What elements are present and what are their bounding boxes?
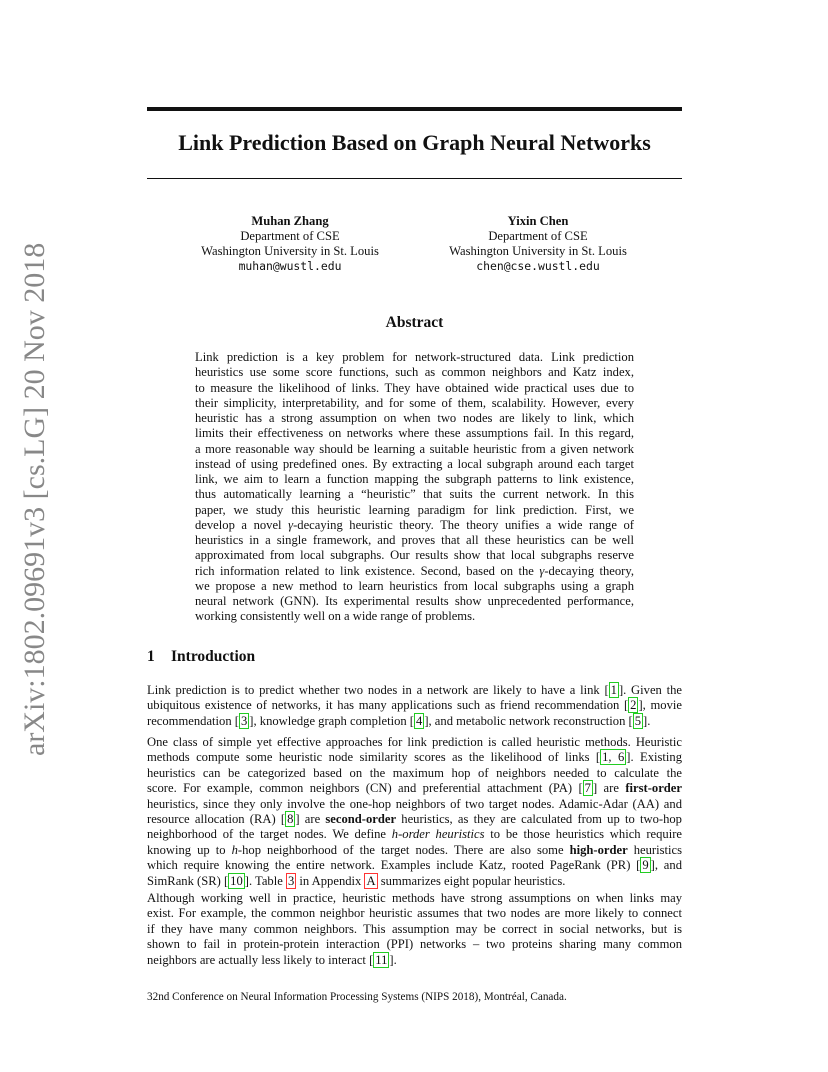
citation-link[interactable]: 1 <box>610 683 617 697</box>
cross-reference-link[interactable]: 3 <box>287 873 295 888</box>
section-heading <box>147 647 255 667</box>
paper-title: Link Prediction Based on Graph Neural Networks <box>178 130 651 155</box>
cross-reference-link[interactable]: A <box>366 873 376 888</box>
citation-link[interactable]: 11 <box>375 952 388 967</box>
abstract-line: rich information related to link existence. Second, based on the γ-decaying theory, <box>195 563 634 578</box>
citation-link[interactable]: 2 <box>630 698 637 713</box>
abstract-body <box>195 350 634 625</box>
paragraph-line: heuristics can be categorized based on the maximum hop of neighbors needed to calculate the <box>147 765 682 780</box>
abstract-line: neural network (GNN). Its experimental results show unprecedented performance, <box>195 594 634 608</box>
paragraph-line: resource allocation (RA) [ 8 ] are second-order heuristics, as they are calculated from up to two-hop <box>147 812 682 827</box>
paragraph-line: shown to fail in protein-protein interaction (PPI) networks – two proteins sharing many common <box>147 937 682 952</box>
abstract-line: develop a novel γ-decaying heuristic theory. The theory unifies a wide range of <box>195 517 634 532</box>
abstract-line: link, we aim to learn a function mapping the subgraph patterns to link existence, <box>195 472 634 486</box>
paragraph-line: exist. For example, the common neighbor heuristic assumes that two nodes are more likely to connect <box>147 906 682 921</box>
conference-footnote: 32nd Conference on Neural Information Processing Systems (NIPS 2018), Montréal, Canada. <box>147 991 567 1003</box>
author-affiliation: Washington University in St. Louis <box>449 244 627 258</box>
author-dept: Department of CSE <box>488 229 588 243</box>
paragraph-line: which require knowing the entire network. Examples include Katz, rooted PageRank (PR) [ 9 ], and <box>147 858 682 873</box>
intro-paragraph-2 <box>147 735 682 889</box>
section-number: 1 <box>147 648 155 665</box>
citation-link[interactable]: 8 <box>287 812 294 827</box>
intro-paragraph-1 <box>147 683 682 729</box>
intro-paragraph-3 <box>147 891 682 968</box>
paragraph-line: knowing up to h-hop neighborhood of the target nodes. There are also some high-order heuristics <box>147 842 682 857</box>
section-title: Introduction <box>171 648 256 665</box>
citation-link[interactable]: 9 <box>642 858 649 873</box>
author-block-1 <box>170 214 410 274</box>
citation-link[interactable]: 3 <box>240 713 248 728</box>
paragraph-line: Although working well in practice, heuristic methods have strong assumptions on when links may <box>147 891 682 905</box>
abstract-line: a more reasonable way should be learning a suitable heuristic from a given network <box>195 441 634 456</box>
citation-link[interactable]: 10 <box>230 873 243 888</box>
author-email[interactable]: muhan@wustl.edu <box>238 259 342 273</box>
abstract-line: heuristics in a single framework, and proves that all these heuristics can be well <box>195 533 634 547</box>
author-email[interactable]: chen@cse.wustl.edu <box>476 259 600 273</box>
author-affiliation: Washington University in St. Louis <box>201 244 379 258</box>
abstract-line: limits their effectiveness on networks where these assumptions fail. In this regard, <box>195 426 634 441</box>
title-rule-bottom <box>147 178 682 179</box>
abstract-line: heuristic has a strong assumption on when two nodes are likely to link, which <box>195 411 634 425</box>
paragraph-line: if they have many common neighbors. This assumption may be correct in social networks, but is <box>147 921 682 936</box>
citation-link[interactable]: 1, 6 <box>602 750 625 765</box>
arxiv-sidebar-stamp: arXiv:1802.09691v3 [cs.LG] 20 Nov 2018 <box>18 242 51 756</box>
abstract-line: paper, we study this heuristic learning paradigm for link prediction. First, we <box>195 502 634 517</box>
paragraph-line: SimRank (SR) [ 10 ]. Table 3 in Appendix A summarizes eight popular heuristics. <box>147 873 566 888</box>
abstract-line: Link prediction is a key problem for network-structured data. Link prediction <box>195 350 634 364</box>
abstract-line: instead of using predefined ones. By extracting a local subgraph around each target <box>195 456 634 471</box>
abstract-line: approximated from local subgraphs. Our results show that local subgraphs reserve <box>195 548 634 563</box>
author-name: Yixin Chen <box>507 214 569 228</box>
paragraph-line: One class of simple yet effective approaches for link prediction is called heuristic methods. Heuristic <box>147 735 682 749</box>
paragraph-line: score. For example, common neighbors (CN) and preferential attachment (PA) [ 7 ] are first-order <box>147 781 682 796</box>
abstract-line: working consistently well on a wide range of problems. <box>195 609 476 624</box>
author-block-2 <box>418 214 658 274</box>
paragraph-line: ubiquitous existence of networks, it has many applications such as friend recommendation [ 2 ], movie <box>147 698 682 713</box>
paragraph-line: methods compute some heuristic node similarity scores as the likelihood of links [ 1, 6 ]. Existing <box>147 750 682 765</box>
citation-link[interactable]: 7 <box>584 781 591 796</box>
paragraph-line: heuristics, since they only involve the one-hop neighbors of two target nodes. Adamic-Adar (AA) and <box>147 796 682 811</box>
abstract-line: to measure the likelihood of links. They have obtained wide practical uses due to <box>195 380 634 395</box>
abstract-line: their simplicity, interpretability, and for some of them, scalability. However, every <box>195 395 634 410</box>
paragraph-line: recommendation [ 3 ], knowledge graph completion [ 4 ], and metabolic network reconstruction [ 5 ]. <box>147 713 651 728</box>
author-name: Muhan Zhang <box>251 214 329 228</box>
paragraph-line: neighbors are actually less likely to interact [ 11 ]. <box>147 952 397 967</box>
paragraph-line: neighborhood of the target nodes. We define h-order heuristics to be those heuristics which require <box>147 827 682 842</box>
author-dept: Department of CSE <box>240 229 340 243</box>
abstract-line: heuristics use some score functions, such as common neighbors and Katz index, <box>195 365 634 380</box>
citation-link[interactable]: 4 <box>416 713 423 728</box>
paragraph-line: Link prediction is to predict whether two nodes in a network are likely to have a link [ 1 ]. Given the <box>147 683 682 697</box>
abstract-heading: Abstract <box>385 314 444 331</box>
abstract-line: we propose a new method to learn heuristics from local subgraphs using a graph <box>195 578 634 593</box>
title-rule-top <box>147 107 682 111</box>
abstract-line: thus automatically learning a “heuristic” that suits the current network. In this <box>195 487 634 502</box>
citation-link[interactable]: 5 <box>634 713 642 728</box>
